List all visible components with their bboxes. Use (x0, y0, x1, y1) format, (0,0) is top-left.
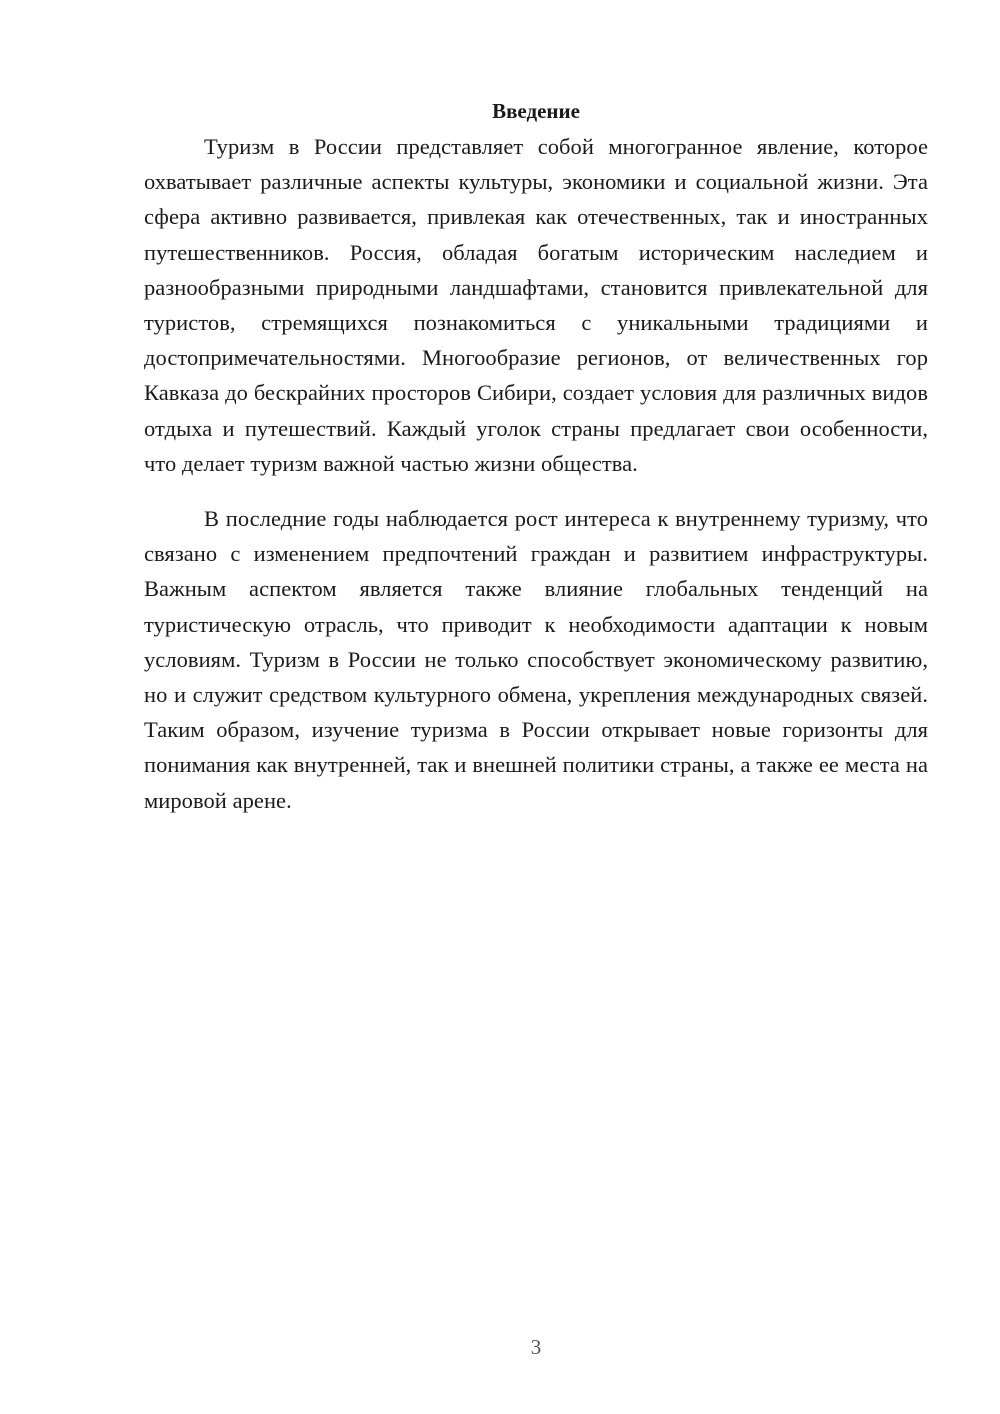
page-content (144, 96, 928, 818)
body-paragraph-2: В последние годы наблюдается рост интереса к внутреннему туризму, что связано с изменением предпочтений граждан и развитием инфраструктуры. Важным аспектом является также влияние глобальных тенденций на туристическую отрасль, что приводит к необходимости адаптации к новым условиям. Туризм в России не только способствует экономическому развитию, но и служит средством культурного обмена, укрепления международных связей. Таким образом, изучение туризма в России открывает новые горизонты для понимания как внутренней, так и внешней политики страны, а также ее места на мировой арене. (144, 506, 928, 813)
body-paragraph-1: Туризм в России представляет собой многогранное явление, которое охватывает различные аспекты культуры, экономики и социальной жизни. Эта сфера активно развивается, привлекая как отечественных, так и иностранных путешественников. Россия, обладая богатым историческим наследием и разнообразными природными ландшафтами, становится привлекательной для туристов, стремящихся познакомиться с уникальными традициями и достопримечательностями. Многообразие регионов, от величественных гор Кавказа до бескрайних просторов Сибири, создает условия для различных видов отдыха и путешествий. Каждый уголок страны предлагает свои особенности, что делает туризм важной частью жизни общества. (144, 134, 928, 476)
page-number: 3 (530, 1335, 542, 1359)
section-heading: Введение (492, 99, 580, 123)
